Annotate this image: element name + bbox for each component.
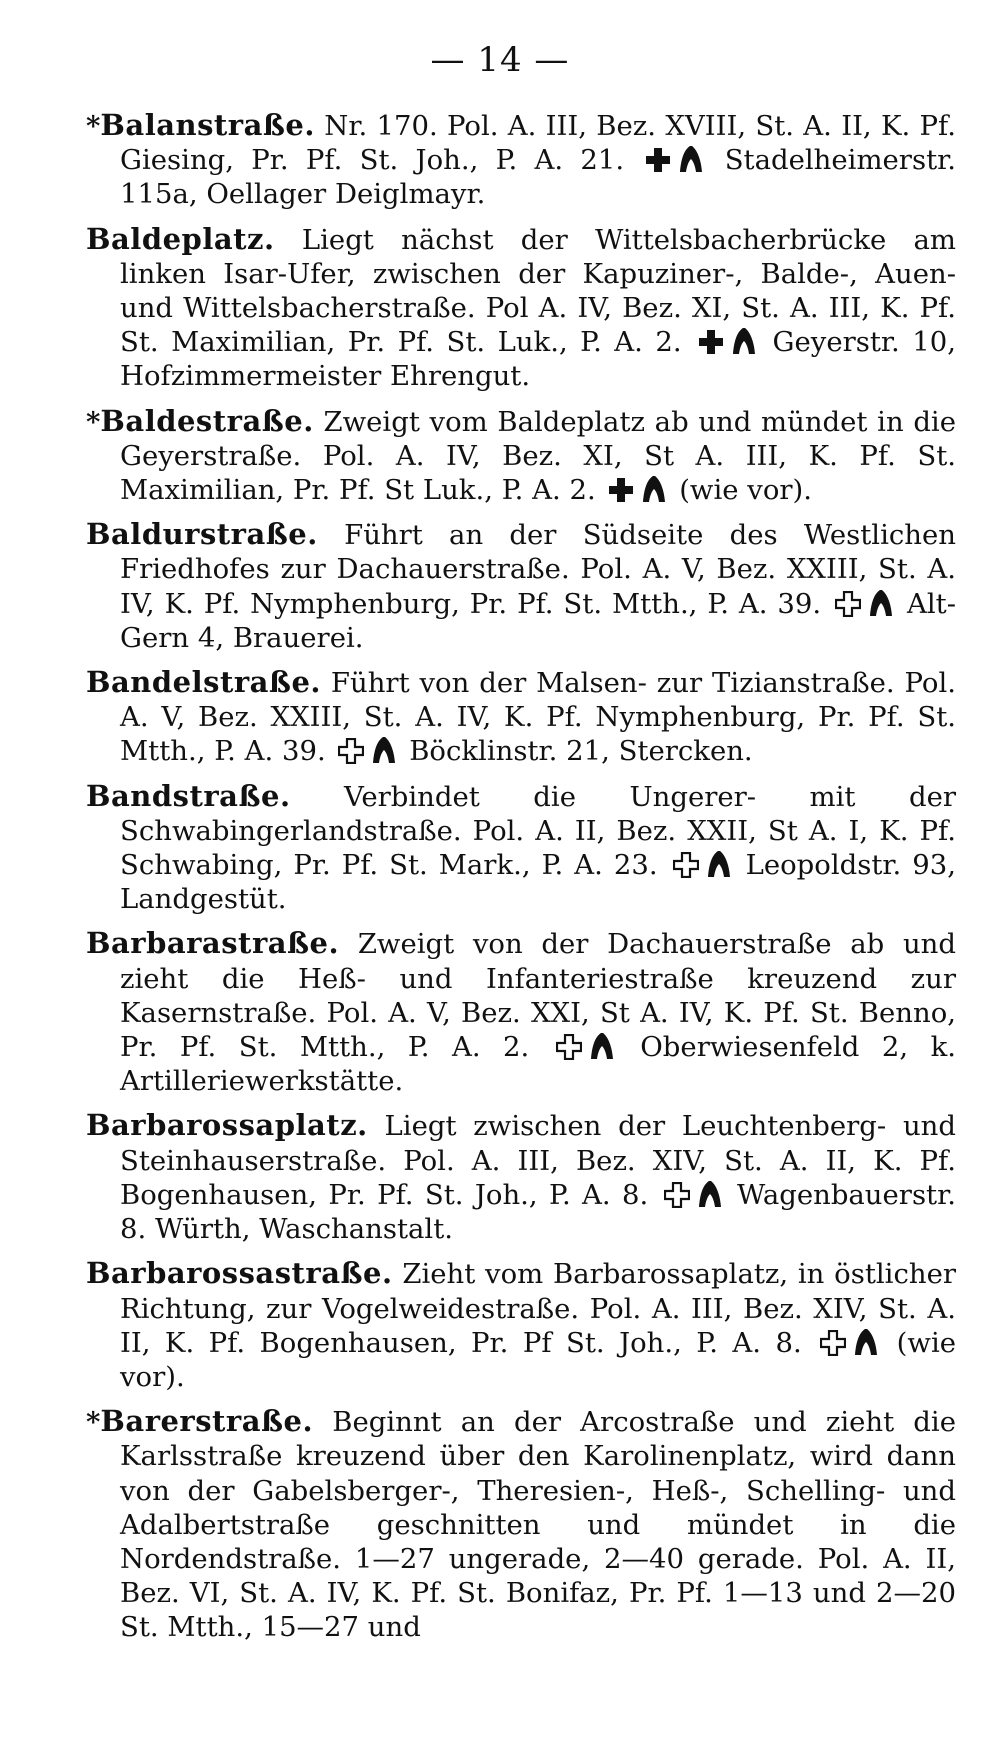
entry-headword: Baldeplatz. — [86, 221, 275, 256]
entry-headword: Baldestraße. — [100, 403, 314, 438]
entry-headword: Barbarossastraße. — [86, 1256, 393, 1291]
tent-icon — [732, 327, 756, 355]
entry-text: Zieht vom Barbarossaplatz, in östlicher Richtung, zur Vogelweidestraße. Pol. A. III, Bez. XIV, St. A. II, K. Pf. Bogenhausen, Pr. Pf St. Joh., P. A. 8. — [120, 1258, 956, 1359]
tent-icon — [372, 736, 396, 764]
entry-headword: Baldurstraße. — [86, 517, 318, 552]
entry-location: Oberwiesenfeld 2, k. Artilleriewerkstätte. — [120, 1031, 956, 1098]
page-number: — 14 — — [430, 40, 570, 80]
street-entry — [86, 1108, 956, 1246]
tent-icon — [590, 1032, 614, 1060]
tent-icon — [679, 145, 703, 173]
entry-headword: Barbarossaplatz. — [86, 1108, 368, 1143]
cross-filled-icon — [698, 329, 724, 355]
street-entry — [86, 779, 956, 917]
cross-outline-icon — [820, 1330, 846, 1356]
entry-text: Beginnt an der Arcostraße und zieht die Karlsstraße kreuzend über den Karolinenplatz, wird dann von der Gabelsberger-, Theresien-, Heß-, Schelling- und Adalbertstraße geschnitten und mündet in die Nordendstraße. 1—27 ungerade, 2—40 gerade. Pol. A. II, Bez. VI, St. A. IV, K. Pf. St. Bonifaz, Pr. Pf. 1—13 und 2—20 St. Mtth., 15—27 und — [120, 1406, 956, 1644]
entry-location: Leopoldstr. 93, Landgestüt. — [120, 849, 956, 916]
street-entry — [86, 517, 956, 655]
tent-icon — [642, 475, 666, 503]
entry-text: Liegt nächst der Wittelsbacherbrücke am linken Isar-Ufer, zwischen der Kapuziner-, Balde-, Auen- und Wittelsbacherstraße. Pol A. IV, Bez. XI, St. A. III, K. Pf. St. Maximilian, Pr. Pf. St. Luk., P. A. 2. — [120, 223, 956, 359]
cross-filled-icon — [608, 477, 634, 503]
entry-text: Führt an der Südseite des Westlichen Friedhofes zur Dachauerstraße. Pol. A. V, Bez. XXIII, St. A. IV, K. Pf. Nymphenburg, Pr. Pf. St. Mtth., P. A. 39. — [120, 519, 957, 620]
tent-icon — [854, 1328, 878, 1356]
entry-headword: Barerstraße. — [100, 1404, 314, 1439]
cross-outline-icon — [835, 591, 861, 617]
directory-entries — [86, 108, 956, 1655]
entry-headword: Barbarastraße. — [86, 926, 340, 961]
street-entry — [86, 404, 956, 508]
entry-location: Stadelheimerstr. 115a, Oellager Deiglmayr. — [120, 144, 956, 211]
entry-location: Böcklinstr. 21, Stercken. — [409, 735, 753, 768]
cross-filled-icon — [645, 147, 671, 173]
entry-location: Geyerstr. 10, Hofzimmermeister Ehrengut. — [120, 326, 956, 393]
entry-text: Verbindet die Ungerer- mit der Schwabingerlandstraße. Pol. A. II, Bez. XXII, St A. I, K. Pf. Schwabing, Pr. Pf. St. Mark., P. A. 23. — [120, 780, 956, 882]
entry-headword: Bandelstraße. — [86, 665, 322, 700]
street-entry — [86, 1256, 956, 1394]
tent-icon — [698, 1180, 722, 1208]
street-entry — [86, 108, 956, 212]
entry-text: Zweigt von der Dachauerstraße ab und zieht die Heß- und Infanteriestraße kreuzend zur Kasernstraße. Pol. A. V, Bez. XXI, St A. IV, K. Pf. St. Benno, Pr. Pf. St. Mtth., P. A. 2. — [120, 928, 956, 1064]
street-entry — [86, 926, 956, 1098]
entry-marker: * — [86, 1406, 101, 1439]
entry-location: (wie vor). — [679, 474, 812, 507]
cross-outline-icon — [673, 852, 699, 878]
tent-icon — [707, 850, 731, 878]
cross-outline-icon — [556, 1034, 582, 1060]
entry-text: Nr. 170. Pol. A. III, Bez. XVIII, St. A. II, K. Pf. Giesing, Pr. Pf. St. Joh., P. A. 21. — [120, 110, 956, 177]
cross-outline-icon — [338, 738, 364, 764]
entry-text: Zweigt vom Baldeplatz ab und mündet in die Geyerstraße. Pol. A. IV, Bez. XI, St A. III, K. Pf. St. Maximilian, Pr. Pf. St Luk., P. A. 2. — [120, 405, 956, 507]
cross-outline-icon — [664, 1182, 690, 1208]
tent-icon — [869, 589, 893, 617]
street-entry — [86, 222, 956, 394]
entry-location: Wagenbauerstr. 8. Würth, Waschanstalt. — [120, 1178, 956, 1246]
entry-headword: Bandstraße. — [86, 778, 291, 813]
street-entry — [86, 665, 956, 769]
entry-location: Alt-Gern 4, Brauerei. — [120, 587, 956, 654]
street-entry — [86, 1404, 956, 1644]
entry-text: Führt von der Malsen- zur Tizianstraße. Pol. A. V, Bez. XXIII, St. A. IV, K. Pf. Nymphenburg, Pr. Pf. St. Mtth., P. A. 39. — [120, 667, 956, 768]
entry-headword: Balanstraße. — [100, 108, 315, 142]
entry-marker: * — [86, 110, 101, 142]
entry-marker: * — [86, 405, 101, 438]
entry-text: Liegt zwischen der Leuchtenberg- und Steinhauserstraße. Pol. A. III, Bez. XIV, St. A. II, K. Pf. Bogenhausen, Pr. Pf. St. Joh., P. A. 8. — [120, 1110, 956, 1211]
entry-location: (wie vor). — [120, 1326, 957, 1393]
